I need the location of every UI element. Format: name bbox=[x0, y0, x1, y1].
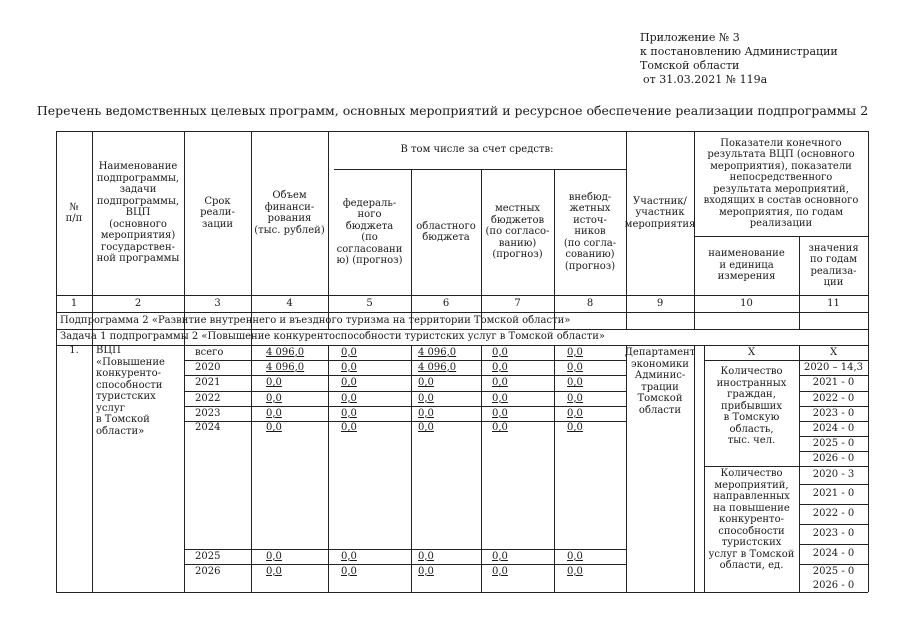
indicator-1-value: 2025 - 0 bbox=[812, 437, 855, 449]
column-number: 3 bbox=[214, 297, 221, 309]
appendix-line: Приложение № 3 bbox=[640, 31, 740, 44]
indicator-x-name: Х bbox=[747, 346, 756, 358]
year-extrabudget: 0,0 bbox=[567, 550, 583, 562]
year-total: 0,0 bbox=[266, 392, 282, 404]
year-federal: 0,0 bbox=[341, 392, 357, 404]
column-number: 4 bbox=[286, 297, 293, 309]
table-bottom-border bbox=[56, 592, 868, 593]
indicator-2-value: 2024 - 0 bbox=[812, 548, 855, 560]
year-period: 2025 bbox=[195, 550, 221, 562]
year-period: 2024 bbox=[195, 422, 221, 434]
item-number: 1. bbox=[69, 345, 79, 356]
indicator-2-value: 2026 - 0 bbox=[812, 579, 855, 591]
column-number: 10 bbox=[740, 297, 753, 309]
column-number: 5 bbox=[366, 297, 373, 309]
year-regional: 4 096,0 bbox=[418, 346, 457, 358]
year-regional: 0,0 bbox=[418, 392, 434, 404]
header-regional: областного бюджета bbox=[416, 220, 476, 243]
column-number: 7 bbox=[514, 297, 521, 309]
indicator-1-value: 2023 - 0 bbox=[812, 407, 855, 419]
year-local: 0,0 bbox=[492, 407, 508, 419]
table-rule bbox=[694, 345, 695, 592]
header-federal: федераль- ного бюджета (по согласовани ю) (прогноз) bbox=[336, 197, 403, 266]
subprogram-row: Подпрограмма 2 «Развитие внутреннего и въездного туризма на территории Томской области» bbox=[60, 314, 571, 326]
year-period: 2021 bbox=[195, 377, 221, 389]
year-federal: 0,0 bbox=[341, 407, 357, 419]
header-financing: Объем финанси- рования (тыс. рублей) bbox=[254, 190, 325, 236]
indicator-1-value: 2020 – 14,3 bbox=[803, 361, 864, 373]
document-title: Перечень ведомственных целевых программ, основных мероприятий и ресурсное обеспечение реализации подпрограммы 2 bbox=[36, 103, 869, 118]
column-number: 2 bbox=[134, 297, 142, 309]
indicator-2-value: 2025 - 0 bbox=[812, 565, 855, 577]
appendix-block bbox=[640, 31, 838, 87]
year-federal: 0,0 bbox=[341, 565, 357, 577]
year-extrabudget: 0,0 bbox=[567, 392, 583, 404]
year-local: 0,0 bbox=[492, 565, 508, 577]
item-name: ВЦП «Повышение конкуренто- способности туристских услуг в Томской области» bbox=[96, 345, 165, 437]
year-local: 0,0 bbox=[492, 346, 508, 358]
item-participant: Департамент экономики Админис- трации Томской области bbox=[624, 347, 696, 416]
indicator-2-value: 2021 - 0 bbox=[812, 488, 855, 500]
header-period: Срок реали- зации bbox=[200, 195, 235, 230]
header-indicator-values: значения по годам реализа- ции bbox=[808, 242, 859, 288]
appendix-line: к постановлению Администрации bbox=[640, 45, 838, 58]
header-participant: Участник/ участник мероприятия bbox=[624, 195, 696, 230]
header-number: № п/п bbox=[65, 201, 83, 224]
column-number: 6 bbox=[442, 297, 450, 309]
header-indicators-group: Показатели конечного результата ВЦП (основного мероприятия), показатели непосредственного результата мероприятий, входящих в состав основного мероприятия, по годам реализации bbox=[703, 137, 859, 229]
year-regional: 0,0 bbox=[418, 550, 434, 562]
year-regional: 0,0 bbox=[418, 407, 434, 419]
year-federal: 0,0 bbox=[341, 361, 357, 373]
year-total: 0,0 bbox=[266, 377, 282, 389]
year-extrabudget: 0,0 bbox=[567, 346, 583, 358]
year-local: 0,0 bbox=[492, 377, 508, 389]
year-regional: 0,0 bbox=[418, 422, 434, 434]
table-right-border bbox=[868, 131, 869, 592]
appendix-line: Томской области bbox=[640, 59, 740, 72]
indicator-x-value: Х bbox=[829, 346, 838, 358]
program-table bbox=[56, 131, 868, 592]
header-funds-group: В том числе за счет средств: bbox=[400, 144, 554, 156]
year-period: всего bbox=[195, 346, 224, 358]
year-extrabudget: 0,0 bbox=[567, 377, 583, 389]
indicator-2-value: 2020 - 3 bbox=[812, 469, 855, 481]
year-total: 4 096,0 bbox=[266, 346, 305, 358]
year-total: 4 096,0 bbox=[266, 361, 305, 373]
column-number: 1 bbox=[70, 297, 78, 309]
column-number: 8 bbox=[586, 297, 594, 309]
year-extrabudget: 0,0 bbox=[567, 565, 583, 577]
indicator-1-name: Количество иностранных граждан, прибывших в Томскую область, тыс. чел. bbox=[716, 366, 787, 446]
indicator-1-value: 2026 - 0 bbox=[812, 452, 855, 464]
year-period: 2026 bbox=[195, 565, 221, 577]
header-extrabudget: внебюд- жетных источ- ников (по согла- сованию) (прогноз) bbox=[563, 191, 617, 272]
indicator-2-value: 2023 - 0 bbox=[812, 528, 855, 540]
indicator-2-value: 2022 - 0 bbox=[812, 508, 855, 520]
year-period: 2022 bbox=[195, 392, 221, 404]
header-local: местных бюджетов (по согласо- ванию) (прогноз) bbox=[485, 203, 550, 261]
indicator-1-value: 2021 - 0 bbox=[812, 377, 855, 389]
year-period: 2020 bbox=[195, 361, 221, 373]
year-local: 0,0 bbox=[492, 550, 508, 562]
year-regional: 0,0 bbox=[418, 565, 434, 577]
header-name: Наименование подпрограммы, задачи подпрограммы, ВЦП (основного мероприятия) государствен- ной программы bbox=[96, 161, 180, 265]
indicator-1-value: 2024 - 0 bbox=[812, 422, 855, 434]
year-federal: 0,0 bbox=[341, 377, 357, 389]
year-extrabudget: 0,0 bbox=[567, 422, 583, 434]
year-regional: 4 096,0 bbox=[418, 361, 457, 373]
task-row: Задача 1 подпрограммы 2 «Повышение конкурентоспособности туристских услуг в Томской области» bbox=[60, 331, 606, 343]
year-local: 0,0 bbox=[492, 422, 508, 434]
year-extrabudget: 0,0 bbox=[567, 407, 583, 419]
column-number: 9 bbox=[656, 297, 664, 309]
indicator-2-name: Количество мероприятий, направленных на повышение конкуренто- способности туристских услуг в Томской области, ед. bbox=[708, 468, 795, 571]
year-federal: 0,0 bbox=[341, 422, 357, 434]
indicator-1-value: 2022 - 0 bbox=[812, 392, 855, 404]
year-local: 0,0 bbox=[492, 392, 508, 404]
header-indicator-name: наименование и единица измерения bbox=[708, 248, 785, 283]
year-federal: 0,0 bbox=[341, 550, 357, 562]
year-local: 0,0 bbox=[492, 361, 508, 373]
year-total: 0,0 bbox=[266, 407, 282, 419]
year-total: 0,0 bbox=[266, 565, 282, 577]
column-number: 11 bbox=[827, 297, 840, 309]
year-total: 0,0 bbox=[266, 550, 282, 562]
year-period: 2023 bbox=[195, 407, 221, 419]
year-extrabudget: 0,0 bbox=[567, 361, 583, 373]
appendix-line: от 31.03.2021 № 119а bbox=[643, 73, 768, 86]
year-federal: 0,0 bbox=[341, 346, 357, 358]
year-total: 0,0 bbox=[266, 422, 282, 434]
year-regional: 0,0 bbox=[418, 377, 434, 389]
